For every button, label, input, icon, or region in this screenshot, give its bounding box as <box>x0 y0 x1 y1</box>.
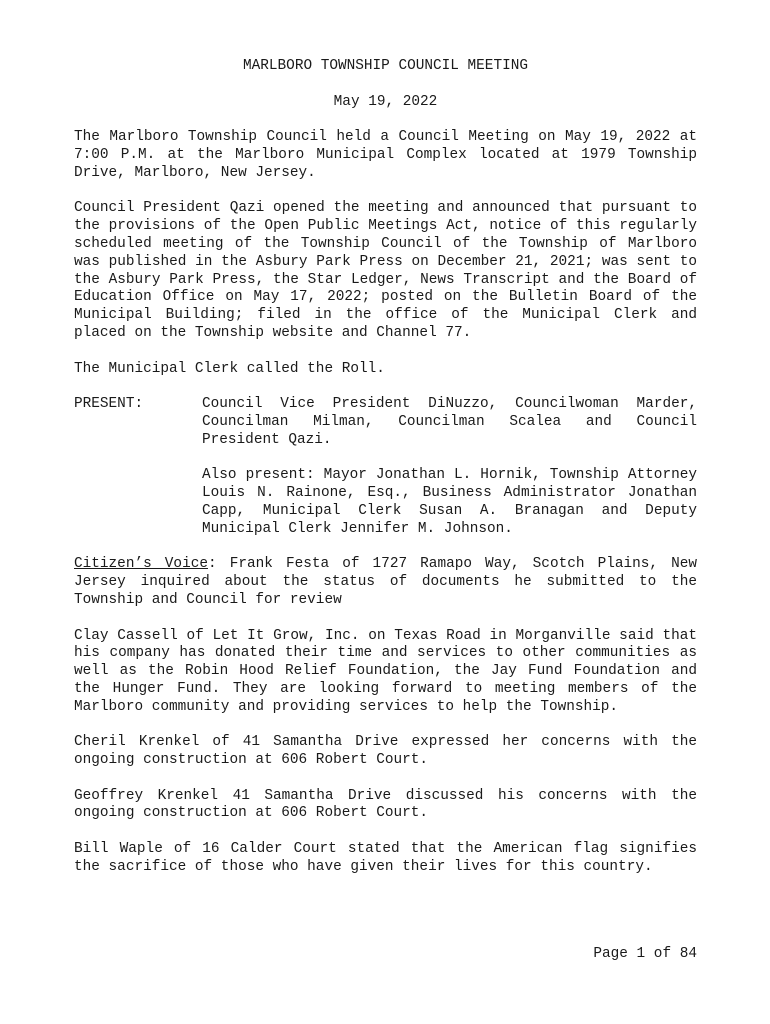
also-present: Also present: Mayor Jonathan L. Hornik, Township Attorney Louis N. Rainone, Esq., Business Administrator Jonathan Capp, Municipal Clerk Susan A. Branagan and Deputy Municipal Clerk Jennifer M. Johnson. <box>202 467 697 537</box>
citizens-voice-heading: Citizen’s Voice <box>74 556 208 573</box>
document-page <box>74 58 697 877</box>
comment-paragraph: Clay Cassell of Let It Grow, Inc. on Texas Road in Morganville said that his company has donated their time and services to other communities as well as the Robin Hood Relief Foundation, the Jay Fund Foundation and the Hunger Fund. They are looking forward to meeting members of the Marlboro community and providing services to help the Township. <box>74 627 697 715</box>
page-number: Page 1 of 84 <box>593 946 697 962</box>
opening-paragraph: Council President Qazi opened the meeting and announced that pursuant to the provisions of the Open Public Meetings Act, notice of this regularly scheduled meeting of the Township Council of the Township of Marlboro was published in the Asbury Park Press on December 21, 2021; was sent to the Asbury Park Press, the Star Ledger, News Transcript and the Board of Education Office on May 17, 2022; posted on the Bulletin Board of the Municipal Building; filed in the office of the Municipal Clerk and placed on the Township website and Channel 77. <box>74 200 697 341</box>
document-title: MARLBORO TOWNSHIP COUNCIL MEETING <box>243 58 528 74</box>
present-members: Council Vice President DiNuzzo, Councilwoman Marder, Councilman Milman, Councilman Scalea and Council President Qazi. <box>202 396 697 448</box>
meeting-date: May 19, 2022 <box>333 93 438 110</box>
citizens-voice-text: : Frank Festa of 1727 Ramapo Way, Scotch Plains, New Jersey inquired about the status of documents he submitted to the Township and Council for review <box>74 556 697 608</box>
roll-call-paragraph: The Municipal Clerk called the Roll. <box>74 360 385 377</box>
intro-paragraph: The Marlboro Township Council held a Council Meeting on May 19, 2022 at 7:00 P.M. at the Marlboro Municipal Complex located at 1979 Township Drive, Marlboro, New Jersey. <box>74 129 697 181</box>
present-label: PRESENT: <box>74 396 144 413</box>
comment-paragraph: Bill Waple of 16 Calder Court stated that the American flag signifies the sacrifice of those who have given their lives for this country. <box>74 841 697 875</box>
comment-paragraph: Geoffrey Krenkel 41 Samantha Drive discussed his concerns with the ongoing construction at 606 Robert Court. <box>74 787 697 822</box>
citizens-voice-paragraph <box>74 556 697 609</box>
comment-paragraph: Cheril Krenkel of 41 Samantha Drive expressed her concerns with the ongoing construction at 606 Robert Court. <box>74 734 697 769</box>
present-section <box>74 396 697 538</box>
